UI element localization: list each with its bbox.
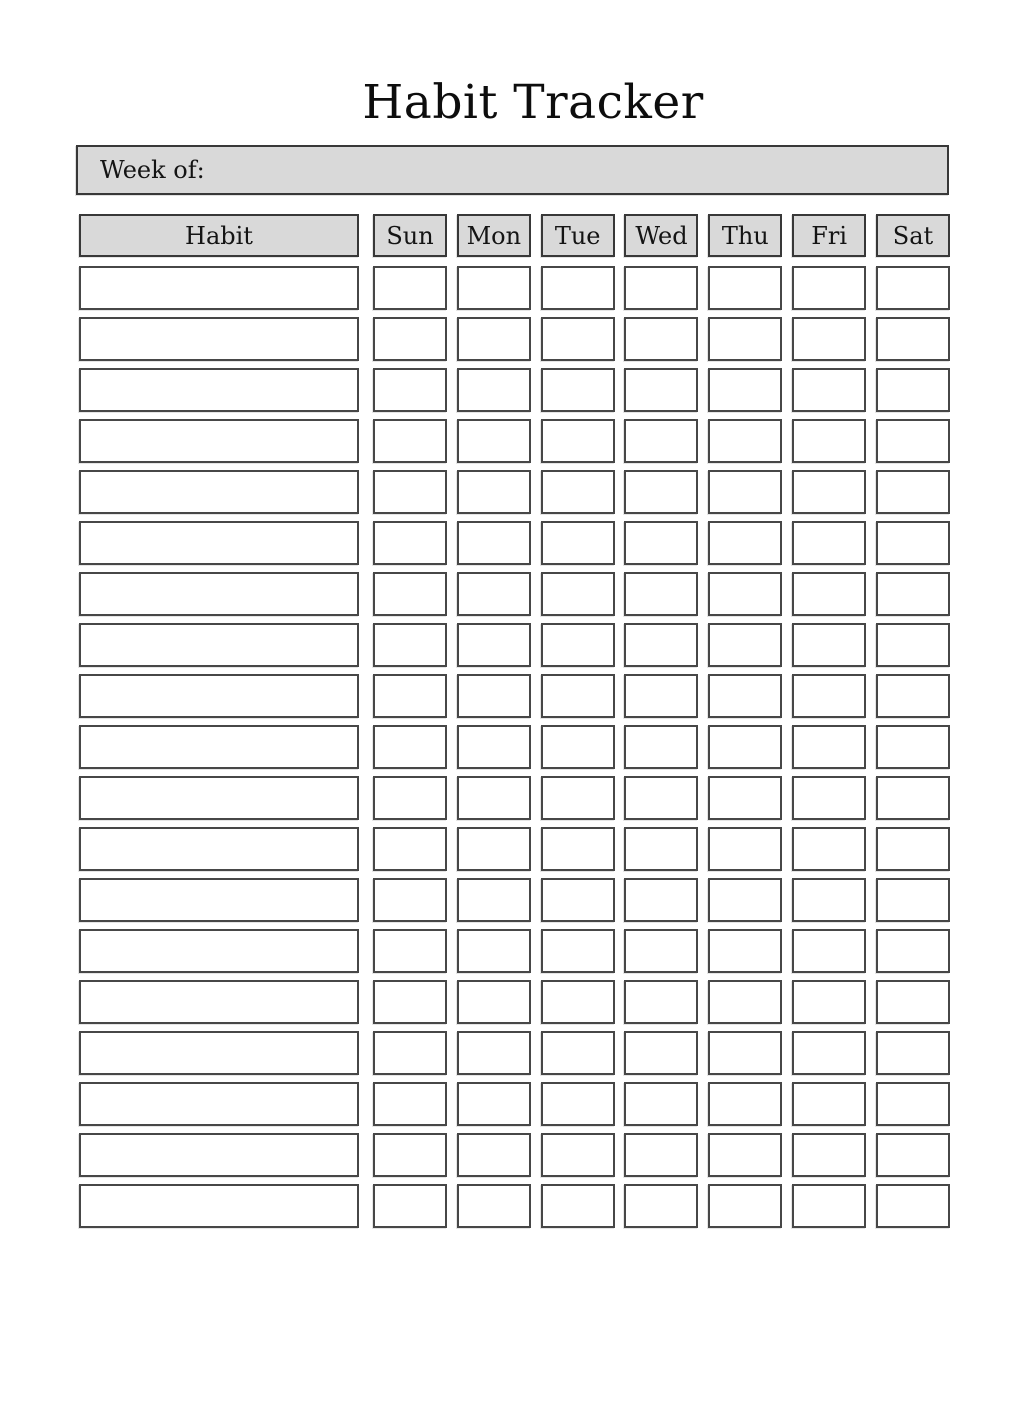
habit-day-checkbox[interactable] [792, 521, 866, 565]
habit-day-checkbox[interactable] [876, 1082, 950, 1126]
page-title: Habit Tracker [362, 75, 704, 130]
table-row [79, 1082, 950, 1126]
habit-day-checkbox[interactable] [876, 980, 950, 1024]
day-cells [373, 674, 950, 718]
habit-day-checkbox[interactable] [457, 674, 531, 718]
habit-day-checkbox[interactable] [373, 470, 447, 514]
table-row [79, 317, 950, 361]
day-column-header: Wed [624, 214, 698, 257]
week-of-input[interactable] [76, 145, 949, 195]
table-row [79, 725, 950, 769]
habit-name-cell[interactable] [79, 878, 359, 922]
habit-day-checkbox[interactable] [624, 878, 698, 922]
habit-day-checkbox[interactable] [624, 572, 698, 616]
habit-day-checkbox[interactable] [708, 1133, 782, 1177]
habit-day-checkbox[interactable] [373, 317, 447, 361]
habit-day-checkbox[interactable] [792, 1184, 866, 1228]
habit-name-cell[interactable] [79, 623, 359, 667]
habit-day-checkbox[interactable] [876, 776, 950, 820]
habit-name-cell[interactable] [79, 929, 359, 973]
day-cells [373, 572, 950, 616]
day-cells [373, 776, 950, 820]
habit-day-checkbox[interactable] [708, 776, 782, 820]
habit-day-checkbox[interactable] [792, 878, 866, 922]
habit-day-checkbox[interactable] [708, 674, 782, 718]
habit-day-checkbox[interactable] [373, 674, 447, 718]
habit-day-checkbox[interactable] [373, 521, 447, 565]
habit-day-checkbox[interactable] [792, 776, 866, 820]
day-cells [373, 419, 950, 463]
habit-day-checkbox[interactable] [708, 929, 782, 973]
habit-day-checkbox[interactable] [876, 1133, 950, 1177]
day-cells [373, 623, 950, 667]
habit-day-checkbox[interactable] [708, 1031, 782, 1075]
habit-day-checkbox[interactable] [457, 1133, 531, 1177]
habit-day-checkbox[interactable] [876, 623, 950, 667]
habit-day-checkbox[interactable] [457, 368, 531, 412]
habit-name-cell[interactable] [79, 368, 359, 412]
habit-day-checkbox[interactable] [541, 317, 615, 361]
habit-day-checkbox[interactable] [373, 572, 447, 616]
habit-day-checkbox[interactable] [792, 368, 866, 412]
day-column-header: Mon [457, 214, 531, 257]
habit-day-checkbox[interactable] [541, 419, 615, 463]
habit-day-checkbox[interactable] [708, 623, 782, 667]
habit-day-checkbox[interactable] [373, 929, 447, 973]
habit-day-checkbox[interactable] [792, 266, 866, 310]
day-cells [373, 929, 950, 973]
day-column-header: Thu [708, 214, 782, 257]
day-headers [373, 214, 950, 257]
habit-day-checkbox[interactable] [457, 623, 531, 667]
habit-name-cell[interactable] [79, 419, 359, 463]
table-row [79, 878, 950, 922]
habit-day-checkbox[interactable] [624, 470, 698, 514]
habit-day-checkbox[interactable] [624, 776, 698, 820]
habit-day-checkbox[interactable] [876, 674, 950, 718]
day-cells [373, 1082, 950, 1126]
habit-day-checkbox[interactable] [876, 317, 950, 361]
habit-day-checkbox[interactable] [373, 827, 447, 871]
habit-day-checkbox[interactable] [541, 572, 615, 616]
habit-day-checkbox[interactable] [624, 317, 698, 361]
table-row [79, 1031, 950, 1075]
habit-day-checkbox[interactable] [541, 674, 615, 718]
habit-day-checkbox[interactable] [876, 1184, 950, 1228]
habit-day-checkbox[interactable] [876, 878, 950, 922]
habit-day-checkbox[interactable] [624, 266, 698, 310]
habit-day-checkbox[interactable] [792, 827, 866, 871]
habit-day-checkbox[interactable] [541, 776, 615, 820]
habit-day-checkbox[interactable] [541, 929, 615, 973]
week-of-label: Week of: [100, 156, 205, 185]
habit-name-cell[interactable] [79, 674, 359, 718]
habit-day-checkbox[interactable] [792, 674, 866, 718]
habit-day-checkbox[interactable] [541, 623, 615, 667]
habit-name-cell[interactable] [79, 1133, 359, 1177]
day-cells [373, 980, 950, 1024]
habit-day-checkbox[interactable] [373, 878, 447, 922]
habit-day-checkbox[interactable] [792, 623, 866, 667]
habit-day-checkbox[interactable] [457, 1184, 531, 1228]
habit-day-checkbox[interactable] [624, 929, 698, 973]
habit-day-checkbox[interactable] [457, 929, 531, 973]
habit-name-cell[interactable] [79, 572, 359, 616]
habit-day-checkbox[interactable] [624, 521, 698, 565]
habit-day-checkbox[interactable] [541, 725, 615, 769]
habit-day-checkbox[interactable] [373, 1031, 447, 1075]
habit-day-checkbox[interactable] [541, 521, 615, 565]
habit-tracker-page [0, 76, 1024, 1402]
habit-name-cell[interactable] [79, 725, 359, 769]
habit-day-checkbox[interactable] [792, 419, 866, 463]
day-cells [373, 827, 950, 871]
habit-day-checkbox[interactable] [373, 1184, 447, 1228]
habit-day-checkbox[interactable] [792, 317, 866, 361]
habit-name-cell[interactable] [79, 1031, 359, 1075]
habit-day-checkbox[interactable] [876, 725, 950, 769]
habit-day-checkbox[interactable] [541, 266, 615, 310]
habit-day-checkbox[interactable] [792, 1031, 866, 1075]
habit-day-checkbox[interactable] [373, 980, 447, 1024]
day-cells [373, 317, 950, 361]
habit-day-checkbox[interactable] [708, 317, 782, 361]
habit-day-checkbox[interactable] [708, 827, 782, 871]
table-row [79, 572, 950, 616]
habit-day-checkbox[interactable] [541, 368, 615, 412]
table-row [79, 470, 950, 514]
table-row [79, 1184, 950, 1228]
habit-day-checkbox[interactable] [708, 572, 782, 616]
habit-day-checkbox[interactable] [876, 368, 950, 412]
habit-day-checkbox[interactable] [541, 980, 615, 1024]
habit-day-checkbox[interactable] [541, 878, 615, 922]
table-row [79, 1133, 950, 1177]
habit-day-checkbox[interactable] [457, 1031, 531, 1075]
habit-day-checkbox[interactable] [624, 725, 698, 769]
habit-day-checkbox[interactable] [708, 521, 782, 565]
table-row [79, 827, 950, 871]
habit-day-checkbox[interactable] [457, 521, 531, 565]
habit-name-cell[interactable] [79, 521, 359, 565]
habit-day-checkbox[interactable] [457, 827, 531, 871]
habit-day-checkbox[interactable] [708, 419, 782, 463]
habit-day-checkbox[interactable] [792, 980, 866, 1024]
habit-day-checkbox[interactable] [876, 1031, 950, 1075]
day-cells [373, 470, 950, 514]
habit-day-checkbox[interactable] [624, 623, 698, 667]
habit-day-checkbox[interactable] [792, 470, 866, 514]
habit-day-checkbox[interactable] [457, 980, 531, 1024]
habit-column-header: Habit [79, 214, 359, 257]
habit-day-checkbox[interactable] [373, 1133, 447, 1177]
habit-day-checkbox[interactable] [457, 470, 531, 514]
habit-day-checkbox[interactable] [457, 419, 531, 463]
habit-day-checkbox[interactable] [708, 266, 782, 310]
day-column-header: Tue [541, 214, 615, 257]
day-cells [373, 1133, 950, 1177]
table-row [79, 521, 950, 565]
habit-day-checkbox[interactable] [541, 1184, 615, 1228]
day-cells [373, 368, 950, 412]
table-row [79, 776, 950, 820]
habit-day-checkbox[interactable] [876, 419, 950, 463]
day-column-header: Sat [876, 214, 950, 257]
habit-day-checkbox[interactable] [457, 878, 531, 922]
habit-day-checkbox[interactable] [373, 266, 447, 310]
habit-day-checkbox[interactable] [876, 266, 950, 310]
habit-day-checkbox[interactable] [624, 1031, 698, 1075]
day-cells [373, 878, 950, 922]
habit-day-checkbox[interactable] [876, 929, 950, 973]
habit-day-checkbox[interactable] [876, 572, 950, 616]
habit-day-checkbox[interactable] [624, 980, 698, 1024]
habit-day-checkbox[interactable] [373, 368, 447, 412]
habit-name-cell[interactable] [79, 980, 359, 1024]
day-column-header: Sun [373, 214, 447, 257]
table-header-row [79, 214, 950, 257]
table-row [79, 623, 950, 667]
table-row [79, 674, 950, 718]
habit-day-checkbox[interactable] [457, 572, 531, 616]
habit-name-cell[interactable] [79, 266, 359, 310]
habit-day-checkbox[interactable] [373, 419, 447, 463]
habit-day-checkbox[interactable] [792, 1082, 866, 1126]
day-column-header: Fri [792, 214, 866, 257]
habit-day-checkbox[interactable] [876, 827, 950, 871]
habit-day-checkbox[interactable] [792, 929, 866, 973]
day-cells [373, 1184, 950, 1228]
table-row [79, 368, 950, 412]
habit-day-checkbox[interactable] [541, 1031, 615, 1075]
habit-day-checkbox[interactable] [373, 1082, 447, 1126]
table-row [79, 980, 950, 1024]
habit-day-checkbox[interactable] [708, 1082, 782, 1126]
habit-name-cell[interactable] [79, 470, 359, 514]
day-cells [373, 521, 950, 565]
table-row [79, 419, 950, 463]
habit-day-checkbox[interactable] [457, 776, 531, 820]
rows [79, 266, 950, 1228]
habit-day-checkbox[interactable] [373, 623, 447, 667]
habit-day-checkbox[interactable] [624, 827, 698, 871]
habit-day-checkbox[interactable] [708, 1184, 782, 1228]
habit-day-checkbox[interactable] [373, 725, 447, 769]
habit-name-cell[interactable] [79, 827, 359, 871]
day-cells [373, 725, 950, 769]
habit-day-checkbox[interactable] [876, 470, 950, 514]
habit-day-checkbox[interactable] [457, 317, 531, 361]
habit-day-checkbox[interactable] [541, 1133, 615, 1177]
habit-day-checkbox[interactable] [541, 1082, 615, 1126]
habit-day-checkbox[interactable] [624, 419, 698, 463]
habit-name-cell[interactable] [79, 317, 359, 361]
habit-day-checkbox[interactable] [708, 725, 782, 769]
habit-name-cell[interactable] [79, 1082, 359, 1126]
habit-table [79, 214, 950, 1228]
habit-day-checkbox[interactable] [624, 1082, 698, 1126]
habit-day-checkbox[interactable] [457, 1082, 531, 1126]
day-cells [373, 1031, 950, 1075]
habit-day-checkbox[interactable] [792, 1133, 866, 1177]
habit-name-cell[interactable] [79, 776, 359, 820]
habit-name-cell[interactable] [79, 1184, 359, 1228]
habit-day-checkbox[interactable] [708, 878, 782, 922]
day-cells [373, 266, 950, 310]
habit-day-checkbox[interactable] [708, 470, 782, 514]
habit-day-checkbox[interactable] [708, 368, 782, 412]
habit-day-checkbox[interactable] [624, 1184, 698, 1228]
habit-day-checkbox[interactable] [373, 776, 447, 820]
habit-day-checkbox[interactable] [708, 980, 782, 1024]
habit-day-checkbox[interactable] [541, 827, 615, 871]
habit-day-checkbox[interactable] [792, 572, 866, 616]
habit-day-checkbox[interactable] [457, 266, 531, 310]
habit-day-checkbox[interactable] [876, 521, 950, 565]
habit-day-checkbox[interactable] [541, 470, 615, 514]
habit-day-checkbox[interactable] [457, 725, 531, 769]
habit-day-checkbox[interactable] [624, 674, 698, 718]
table-row [79, 266, 950, 310]
habit-day-checkbox[interactable] [624, 368, 698, 412]
habit-day-checkbox[interactable] [792, 725, 866, 769]
habit-day-checkbox[interactable] [624, 1133, 698, 1177]
table-row [79, 929, 950, 973]
